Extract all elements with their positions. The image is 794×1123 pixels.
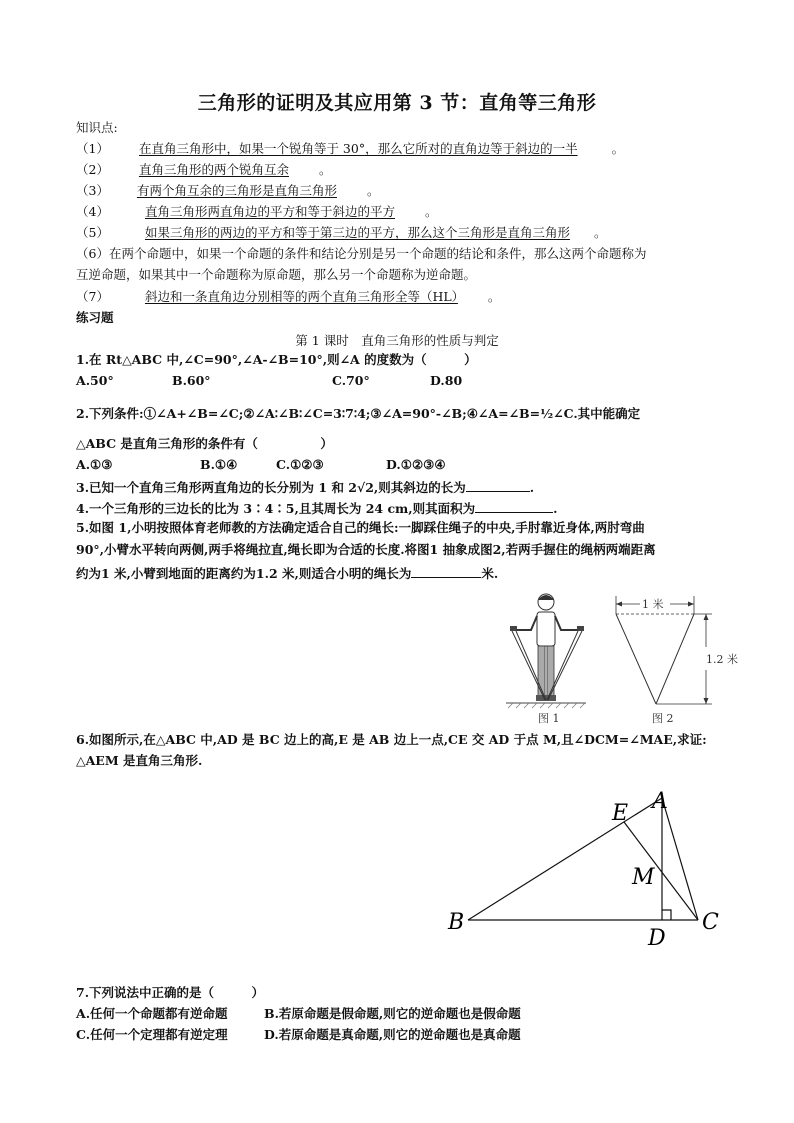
item-end: 。 [487, 289, 501, 304]
label-e: E [612, 801, 629, 826]
q5-answer-blank[interactable] [411, 564, 481, 578]
item-text: 斜边和一条直角边分别相等的两个直角三角形全等（HL） [144, 289, 458, 304]
figure-2-width-label: 1 米 [642, 598, 664, 611]
q2-option-c: C.①②③ [276, 457, 324, 472]
label-c: C [702, 910, 719, 935]
label-a: A [652, 789, 668, 814]
q2-option-a: A.①③ [76, 457, 113, 472]
q7-option-b: B.若原命题是假命题,则它的逆命题也是假命题 [264, 1006, 521, 1021]
q2-option-b: B.①④ [200, 457, 238, 472]
q6-line1: 6.如图所示,在△ABC 中,AD 是 BC 边上的高,E 是 AB 边上一点,CE 交 AD 于点 M,且∠DCM=∠MAE,求证: [76, 732, 707, 747]
q5-line2: 90°,小臂水平转向两侧,两手将绳拉直,绳长即为合适的长度.将图1 抽象成图2,若两手握住的绳柄两端距离 [76, 542, 656, 557]
knowledge-item-6-line1: （6）在两个命题中，如果一个命题的条件和结论分别是另一个命题的结论和条件，那么这两个命题称为 [76, 246, 647, 261]
item-text: 直角三角形两直角边的平方和等于斜边的平方 [144, 204, 395, 219]
label-d: D [648, 926, 666, 950]
q1-stem: 1.在 Rt△ABC 中,∠C=90°,∠A-∠B=10°,则∠A 的度数为（ ） [76, 352, 477, 367]
q7-option-a: A.任何一个命题都有逆命题 [76, 1006, 228, 1021]
q6-line2: △AEM 是直角三角形. [76, 753, 203, 768]
item-text: 如果三角形的两边的平方和等于第三边的平方，那么这个三角形是直角三角形 [144, 225, 570, 240]
item-text: 在直角三角形中，如果一个锐角等于 30°，那么它所对的直角边等于斜边的一半 [138, 141, 578, 156]
item-number: （2） [76, 162, 109, 177]
item-end: 。 [318, 162, 332, 177]
knowledge-item-6-line2: 互逆命题，如果其中一个命题称为原命题，那么另一个命题称为逆命题。 [76, 267, 477, 282]
knowledge-item-5 [76, 225, 606, 241]
q5-line1: 5.如图 1,小明按照体育老师教的方法确定适合自己的绳长:一脚踩住绳子的中央,手肘靠近身体,两肘弯曲 [76, 520, 645, 535]
figure-1-jumprope [498, 588, 598, 728]
q1-option-d: D.80 [430, 373, 463, 388]
q5-line3 [76, 564, 498, 582]
lesson-heading: 第 1 课时 直角三角形的性质与判定 [295, 333, 499, 348]
knowledge-item-4 [76, 204, 437, 220]
label-b: B [448, 910, 465, 935]
label-m: M [632, 865, 655, 890]
item-number: （7） [76, 289, 109, 304]
item-number: （5） [76, 225, 109, 240]
q2-option-d: D.①②③④ [386, 457, 446, 472]
q4-text: 4.一个三角形的三边长的比为 3∶4∶5,且其周长为 24 cm,则其面积为 [76, 501, 476, 516]
knowledge-item-1 [76, 141, 624, 157]
knowledge-item-3 [76, 183, 379, 199]
q5-text: 约为1 米,小臂到地面的距离约为1.2 米,则适合小明的绳长为 [76, 566, 412, 581]
item-number: （1） [76, 141, 109, 156]
q5-unit: 米. [481, 566, 499, 581]
item-text: 直角三角形的两个锐角互余 [138, 162, 289, 177]
knowledge-item-7 [76, 289, 500, 305]
figure-2-caption: 图 2 [652, 712, 674, 725]
item-end: 。 [366, 183, 380, 198]
q7-option-d: D.若原命题是真命题,则它的逆命题也是真命题 [264, 1027, 521, 1042]
knowledge-heading: 知识点: [76, 120, 118, 135]
item-text: 有两个角互余的三角形是直角三角形 [136, 183, 337, 198]
item-end: 。 [611, 141, 625, 156]
figure-1-caption: 图 1 [538, 712, 560, 725]
item-end: 。 [593, 225, 607, 240]
q1-option-c: C.70° [332, 373, 370, 388]
q2-line1: 2.下列条件:①∠A+∠B=∠C;②∠A∶∠B∶∠C=3∶7∶4;③∠A=90°-∠B;④∠A=∠B=½∠C.其中能确定 [76, 406, 641, 421]
q2-line2: △ABC 是直角三角形的条件有（ ） [76, 436, 333, 451]
blank-tail [582, 141, 612, 156]
exercise-heading: 练习题 [76, 310, 114, 325]
q4-answer-blank[interactable] [475, 499, 553, 513]
item-number: （4） [76, 204, 109, 219]
q1-option-b: B.60° [172, 373, 211, 388]
figure-2-triangle [608, 592, 752, 728]
item-number: （3） [76, 183, 109, 198]
q1-option-a: A.50° [76, 373, 114, 388]
page-title: 三角形的证明及其应用第 3 节：直角等三角形 [197, 92, 597, 114]
item-end: 。 [424, 204, 438, 219]
q3-answer-blank[interactable] [466, 478, 530, 492]
q3-stem: 3.已知一个直角三角形两直角边的长分别为 1 和 2√2,则其斜边的长为 . [76, 480, 535, 495]
q3-text: 3.已知一个直角三角形两直角边的长分别为 1 和 2√2,则其斜边的长为 [76, 480, 466, 495]
q7-option-c: C.任何一个定理都有逆定理 [76, 1027, 228, 1042]
q4-stem: 4.一个三角形的三边长的比为 3∶4∶5,且其周长为 24 cm,则其面积为 . [76, 501, 558, 516]
knowledge-item-2 [76, 162, 331, 178]
figure-2-height-label: 1.2 米 [706, 653, 738, 666]
figure-3-triangle-abc [440, 778, 740, 950]
q7-stem: 7.下列说法中正确的是（ ） [76, 985, 265, 1000]
